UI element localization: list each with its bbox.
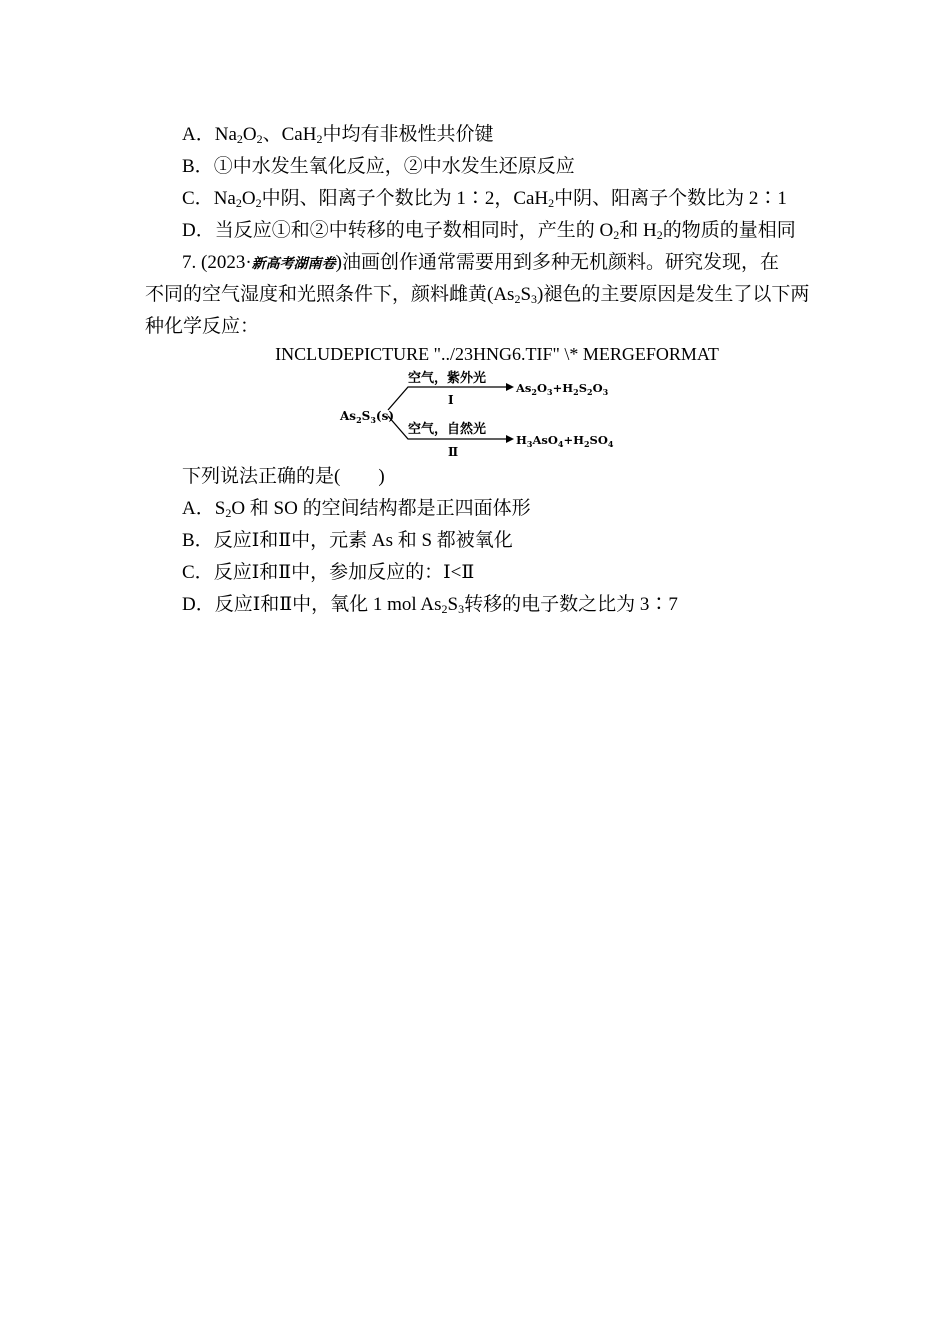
text: 和 H: [619, 220, 657, 241]
text: S: [520, 284, 532, 305]
subscript: 2: [441, 602, 448, 616]
text: 转移的电子数之比为 3∶7: [464, 594, 678, 615]
q7-option-a: [182, 497, 531, 521]
text: O 和 SO 的空间结构都是正四面体形: [231, 498, 531, 519]
text: 下列说法正确的是( ): [182, 466, 385, 487]
text: 中阴、阳离子个数比为 1∶2，CaH: [261, 188, 549, 209]
upper-arrowhead: [506, 383, 514, 391]
text: 、CaH: [262, 124, 317, 145]
q6-option-d: [182, 219, 796, 243]
text: S: [214, 498, 226, 519]
text: O: [242, 124, 257, 145]
option-label: A．: [182, 124, 215, 145]
subscript: 2: [225, 506, 232, 520]
subscript: 2: [236, 132, 243, 146]
subscript: 2: [656, 228, 663, 242]
field-code: INCLUDEPICTURE "../23HNG6.TIF" \* MERGEFORMAT: [275, 344, 719, 364]
upper-arrow-line: [388, 387, 506, 410]
lower-condition: 空气，自然光: [408, 422, 487, 437]
text: 不同的空气湿度和光照条件下，颜料雌黄(As: [145, 284, 515, 305]
q7-stem-line2: [145, 283, 809, 307]
reaction-diagram: [336, 368, 626, 463]
text: S: [447, 594, 459, 615]
q7-stem-line1: [182, 251, 779, 276]
q6-option-c: [182, 187, 787, 211]
text: 中均有非极性共价键: [322, 124, 494, 145]
q6-option-b: [182, 155, 575, 179]
include-picture-field: [0, 342, 950, 366]
upper-label: Ⅰ: [448, 393, 454, 407]
text: 反应Ⅰ和Ⅱ中，元素 As 和 S 都被氧化: [213, 530, 513, 551]
source-tag: 新高考湖南卷: [251, 256, 336, 272]
text: 反应Ⅰ和Ⅱ中，氧化 1 mol As: [214, 594, 442, 615]
text: 当反应①和②中转移的电子数相同时，产生的 O: [214, 220, 614, 241]
option-label: B．: [182, 530, 214, 551]
question-number: 7. (2023·: [182, 252, 252, 273]
text: Na: [213, 188, 236, 209]
q7-option-d: [182, 593, 678, 617]
lower-label: Ⅱ: [448, 445, 459, 459]
text: Na: [214, 124, 237, 145]
q7-stem-line3: [145, 315, 259, 339]
text: 的物质的量相同: [662, 220, 796, 241]
option-label: B．: [182, 156, 214, 177]
subscript: 3: [531, 292, 538, 306]
q7-option-c: [182, 561, 474, 585]
option-label: D．: [182, 594, 215, 615]
lower-product: $H_3AsO_4+H_2SO_4$: [516, 433, 614, 449]
subscript: 2: [613, 228, 620, 242]
option-label: C．: [182, 188, 214, 209]
text: 反应Ⅰ和Ⅱ中，参加反应的：Ⅰ<Ⅱ: [213, 562, 475, 583]
text: O: [241, 188, 256, 209]
subscript: 2: [548, 196, 555, 210]
q7-option-b: [182, 529, 513, 553]
subscript: 2: [316, 132, 323, 146]
q7-prompt: [182, 465, 385, 489]
upper-product: $As_2O_3+H_2S_2O_3$: [516, 381, 609, 397]
text: 种化学反应：: [145, 316, 260, 337]
q6-option-a: [182, 123, 493, 147]
subscript: 2: [255, 196, 262, 210]
text: 中阴、阳离子个数比为 2∶1: [554, 188, 787, 209]
text: )油画创作通常需要用到多种无机颜料。研究发现，在: [335, 252, 779, 273]
option-label: C．: [182, 562, 214, 583]
lower-arrowhead: [506, 435, 514, 443]
upper-condition: 空气，紫外光: [408, 371, 487, 386]
subscript: 2: [256, 132, 263, 146]
subscript: 3: [458, 602, 465, 616]
text: ①中水发生氧化反应，②中水发生还原反应: [213, 156, 575, 177]
subscript: 2: [514, 292, 521, 306]
text: )褪色的主要原因是发生了以下两: [537, 284, 810, 305]
subscript: 2: [235, 196, 242, 210]
option-label: D．: [182, 220, 215, 241]
option-label: A．: [182, 498, 215, 519]
reactant-formula: $As_2S_3(s)$: [340, 409, 395, 425]
